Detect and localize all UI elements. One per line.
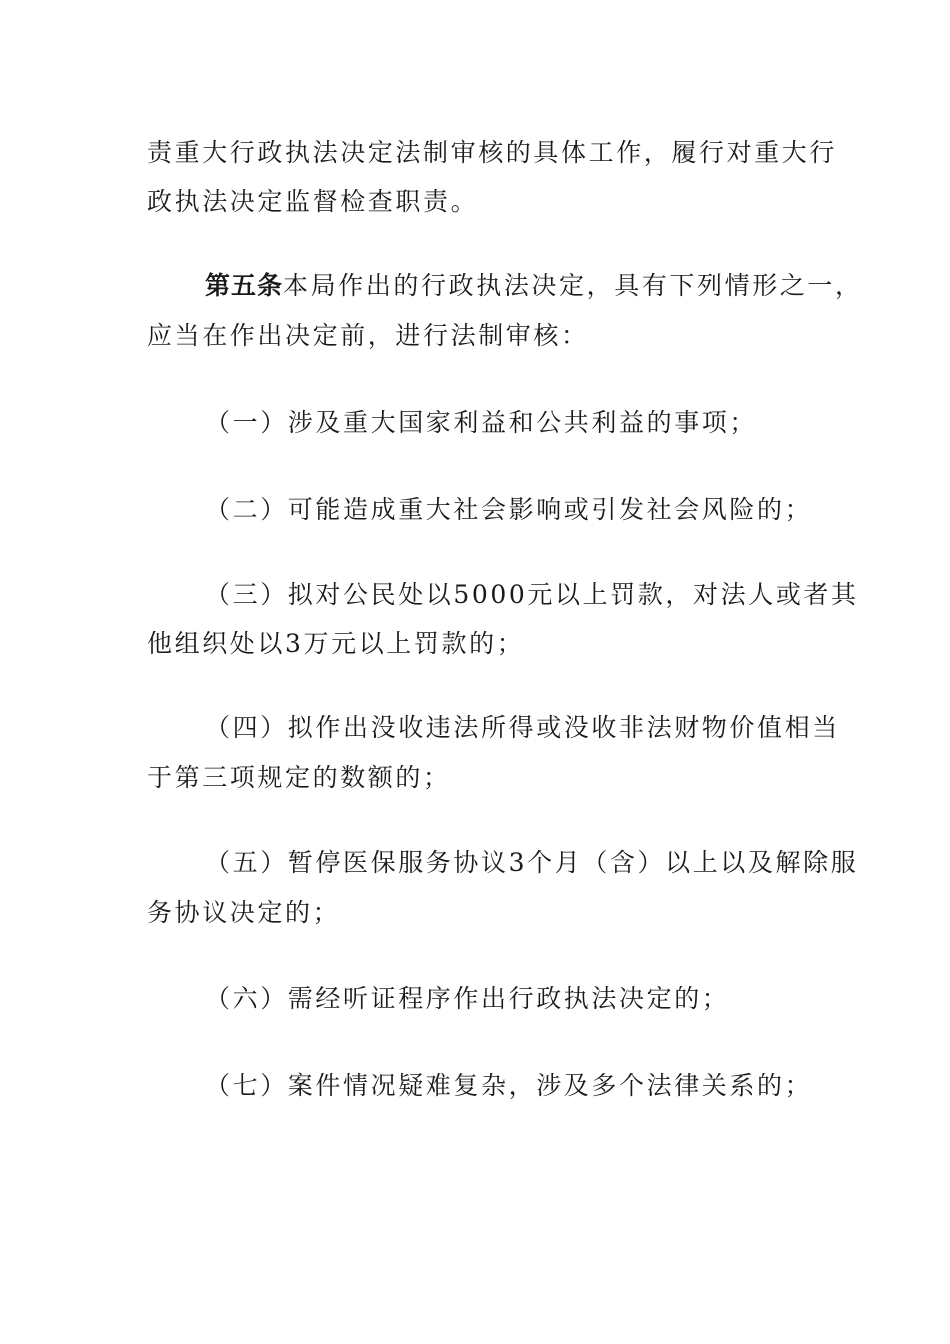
item-5-line-2: 务协议决定的； <box>147 898 341 927</box>
article-5-text-line-1: 本局作出的行政执法决定，具有下列情形之一， <box>283 271 863 300</box>
item-4-line-1: （四）拟作出没收违法所得或没收非法财物价值相当 <box>205 713 840 742</box>
article-5-text-line-2: 应当在作出决定前，进行法制审核： <box>147 321 589 350</box>
intro-line-2: 政执法决定监督检查职责。 <box>147 187 479 216</box>
item-4-line-2: 于第三项规定的数额的； <box>147 763 451 792</box>
item-5-line-1: （五）暂停医保服务协议3个月（含）以上以及解除服 <box>205 848 859 877</box>
item-7-line-1: （七）案件情况疑难复杂，涉及多个法律关系的； <box>205 1071 813 1100</box>
item-2-line-1: （二）可能造成重大社会影响或引发社会风险的； <box>205 495 813 524</box>
item-3-line-1: （三）拟对公民处以5000元以上罚款，对法人或者其 <box>205 580 859 609</box>
item-6-line-1: （六）需经听证程序作出行政执法决定的； <box>205 984 730 1013</box>
article-5-first-line <box>205 270 885 302</box>
item-3-line-2: 他组织处以3万元以上罚款的； <box>147 629 525 658</box>
article-5-heading: 第五条 <box>205 271 284 300</box>
item-1-line-1: （一）涉及重大国家利益和公共利益的事项； <box>205 408 758 437</box>
intro-line-1: 责重大行政执法决定法制审核的具体工作，履行对重大行 <box>147 138 838 167</box>
